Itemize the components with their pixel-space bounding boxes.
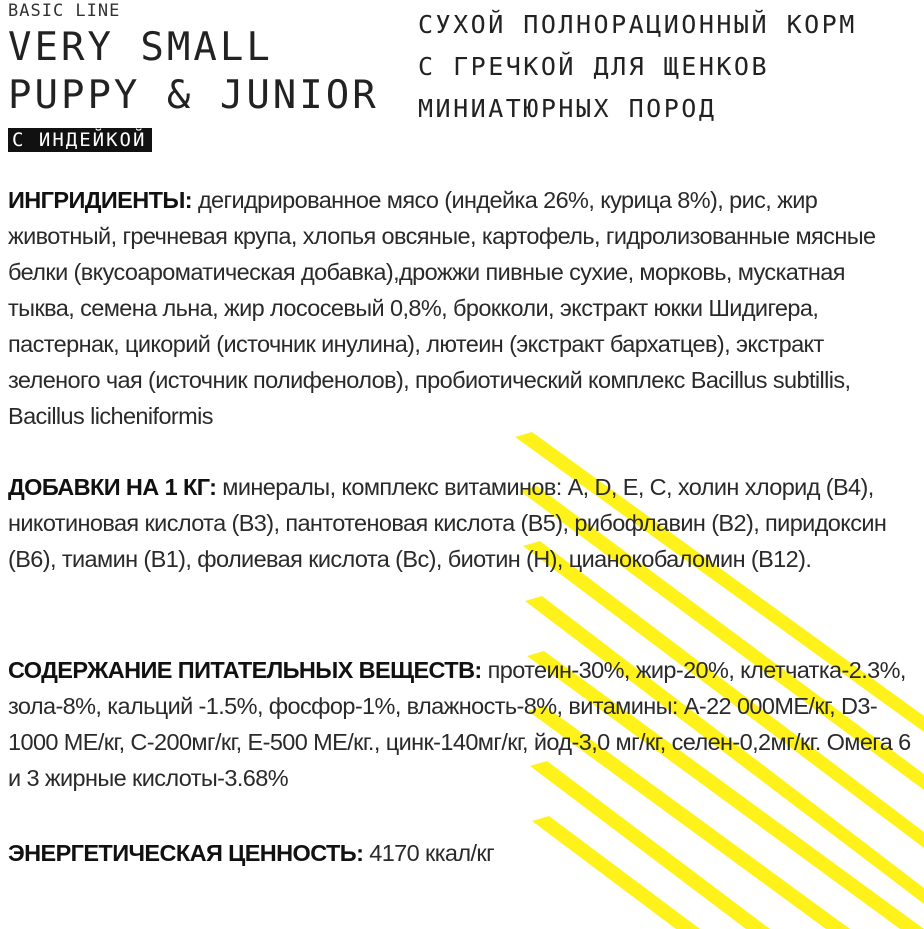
- additives-text: минералы, комплекс витаминов: A, D, E, C, холин хлорид (B4), никотиновая кислота (B3), пантотеновая кислота (B5), рибофлавин (B2), пиридоксин (B6), тиамин (B1), фолиевая кислота (Bc), биотин (H), цианокобаломин (B12).: [8, 474, 887, 572]
- product-line-label: BASIC LINE: [8, 1, 121, 21]
- nutrients-label: СОДЕРЖАНИЕ ПИТАТЕЛЬНЫХ ВЕЩЕСТВ:: [8, 657, 482, 683]
- energy-text: 4170 ккал/кг: [363, 840, 495, 866]
- description-line-3: МИНИАТЮРНЫХ ПОРОД: [418, 94, 717, 123]
- product-name-line-2: PUPPY & JUNIOR: [8, 73, 379, 118]
- ingredients-label: ИНГРИДИЕНТЫ:: [8, 187, 193, 213]
- additives-section: [8, 469, 913, 577]
- description-line-1: СУХОЙ ПОЛНОРАЦИОННЫЙ КОРМ: [418, 10, 857, 39]
- nutrients-text: протеин-30%, жир-20%, клетчатка-2.3%, зола-8%, кальций -1.5%, фосфор-1%, влажность-8%, витамины: A-22 000МЕ/кг, D3-1000 МЕ/кг, С-200мг/кг, Е-500 МЕ/кг., цинк-140мг/кг, йод-3,0 мг/кг, селен-0,2мг/кг. Омега 6 и 3 жирные кислоты-3.68%: [8, 657, 911, 791]
- ingredients-text: дегидрированное мясо (индейка 26%, курица 8%), рис, жир животный, гречневая крупа, хлопья овсяные, картофель, гидролизованные мясные белки (вкусоароматическая добавка),дрожжи пивные сухие, морковь, мускатная тыква, семена льна, жир лососевый 0,8%, брокколи, экстракт юкки Шидигера, пастернак, цикорий (источник инулина), лютеин (экстракт бархатцев), экстракт зеленого чая (источник полифенолов), пробиотический комплекс Bacillus subtillis, Bacillus licheniformis: [8, 187, 876, 429]
- ingredients-section: [8, 182, 913, 434]
- additives-label: ДОБАВКИ НА 1 КГ:: [8, 474, 217, 500]
- flavor-badge: С ИНДЕЙКОЙ: [8, 128, 152, 152]
- energy-section: [8, 835, 913, 871]
- brand-block: [8, 0, 398, 152]
- description-line-2: С ГРЕЧКОЙ ДЛЯ ЩЕНКОВ: [418, 52, 770, 81]
- product-name-line-1: VERY SMALL: [8, 25, 273, 70]
- nutrients-section: [8, 652, 913, 796]
- product-description: [418, 4, 918, 130]
- product-name: [8, 24, 398, 120]
- energy-label: ЭНЕРГЕТИЧЕСКАЯ ЦЕННОСТЬ:: [8, 840, 364, 866]
